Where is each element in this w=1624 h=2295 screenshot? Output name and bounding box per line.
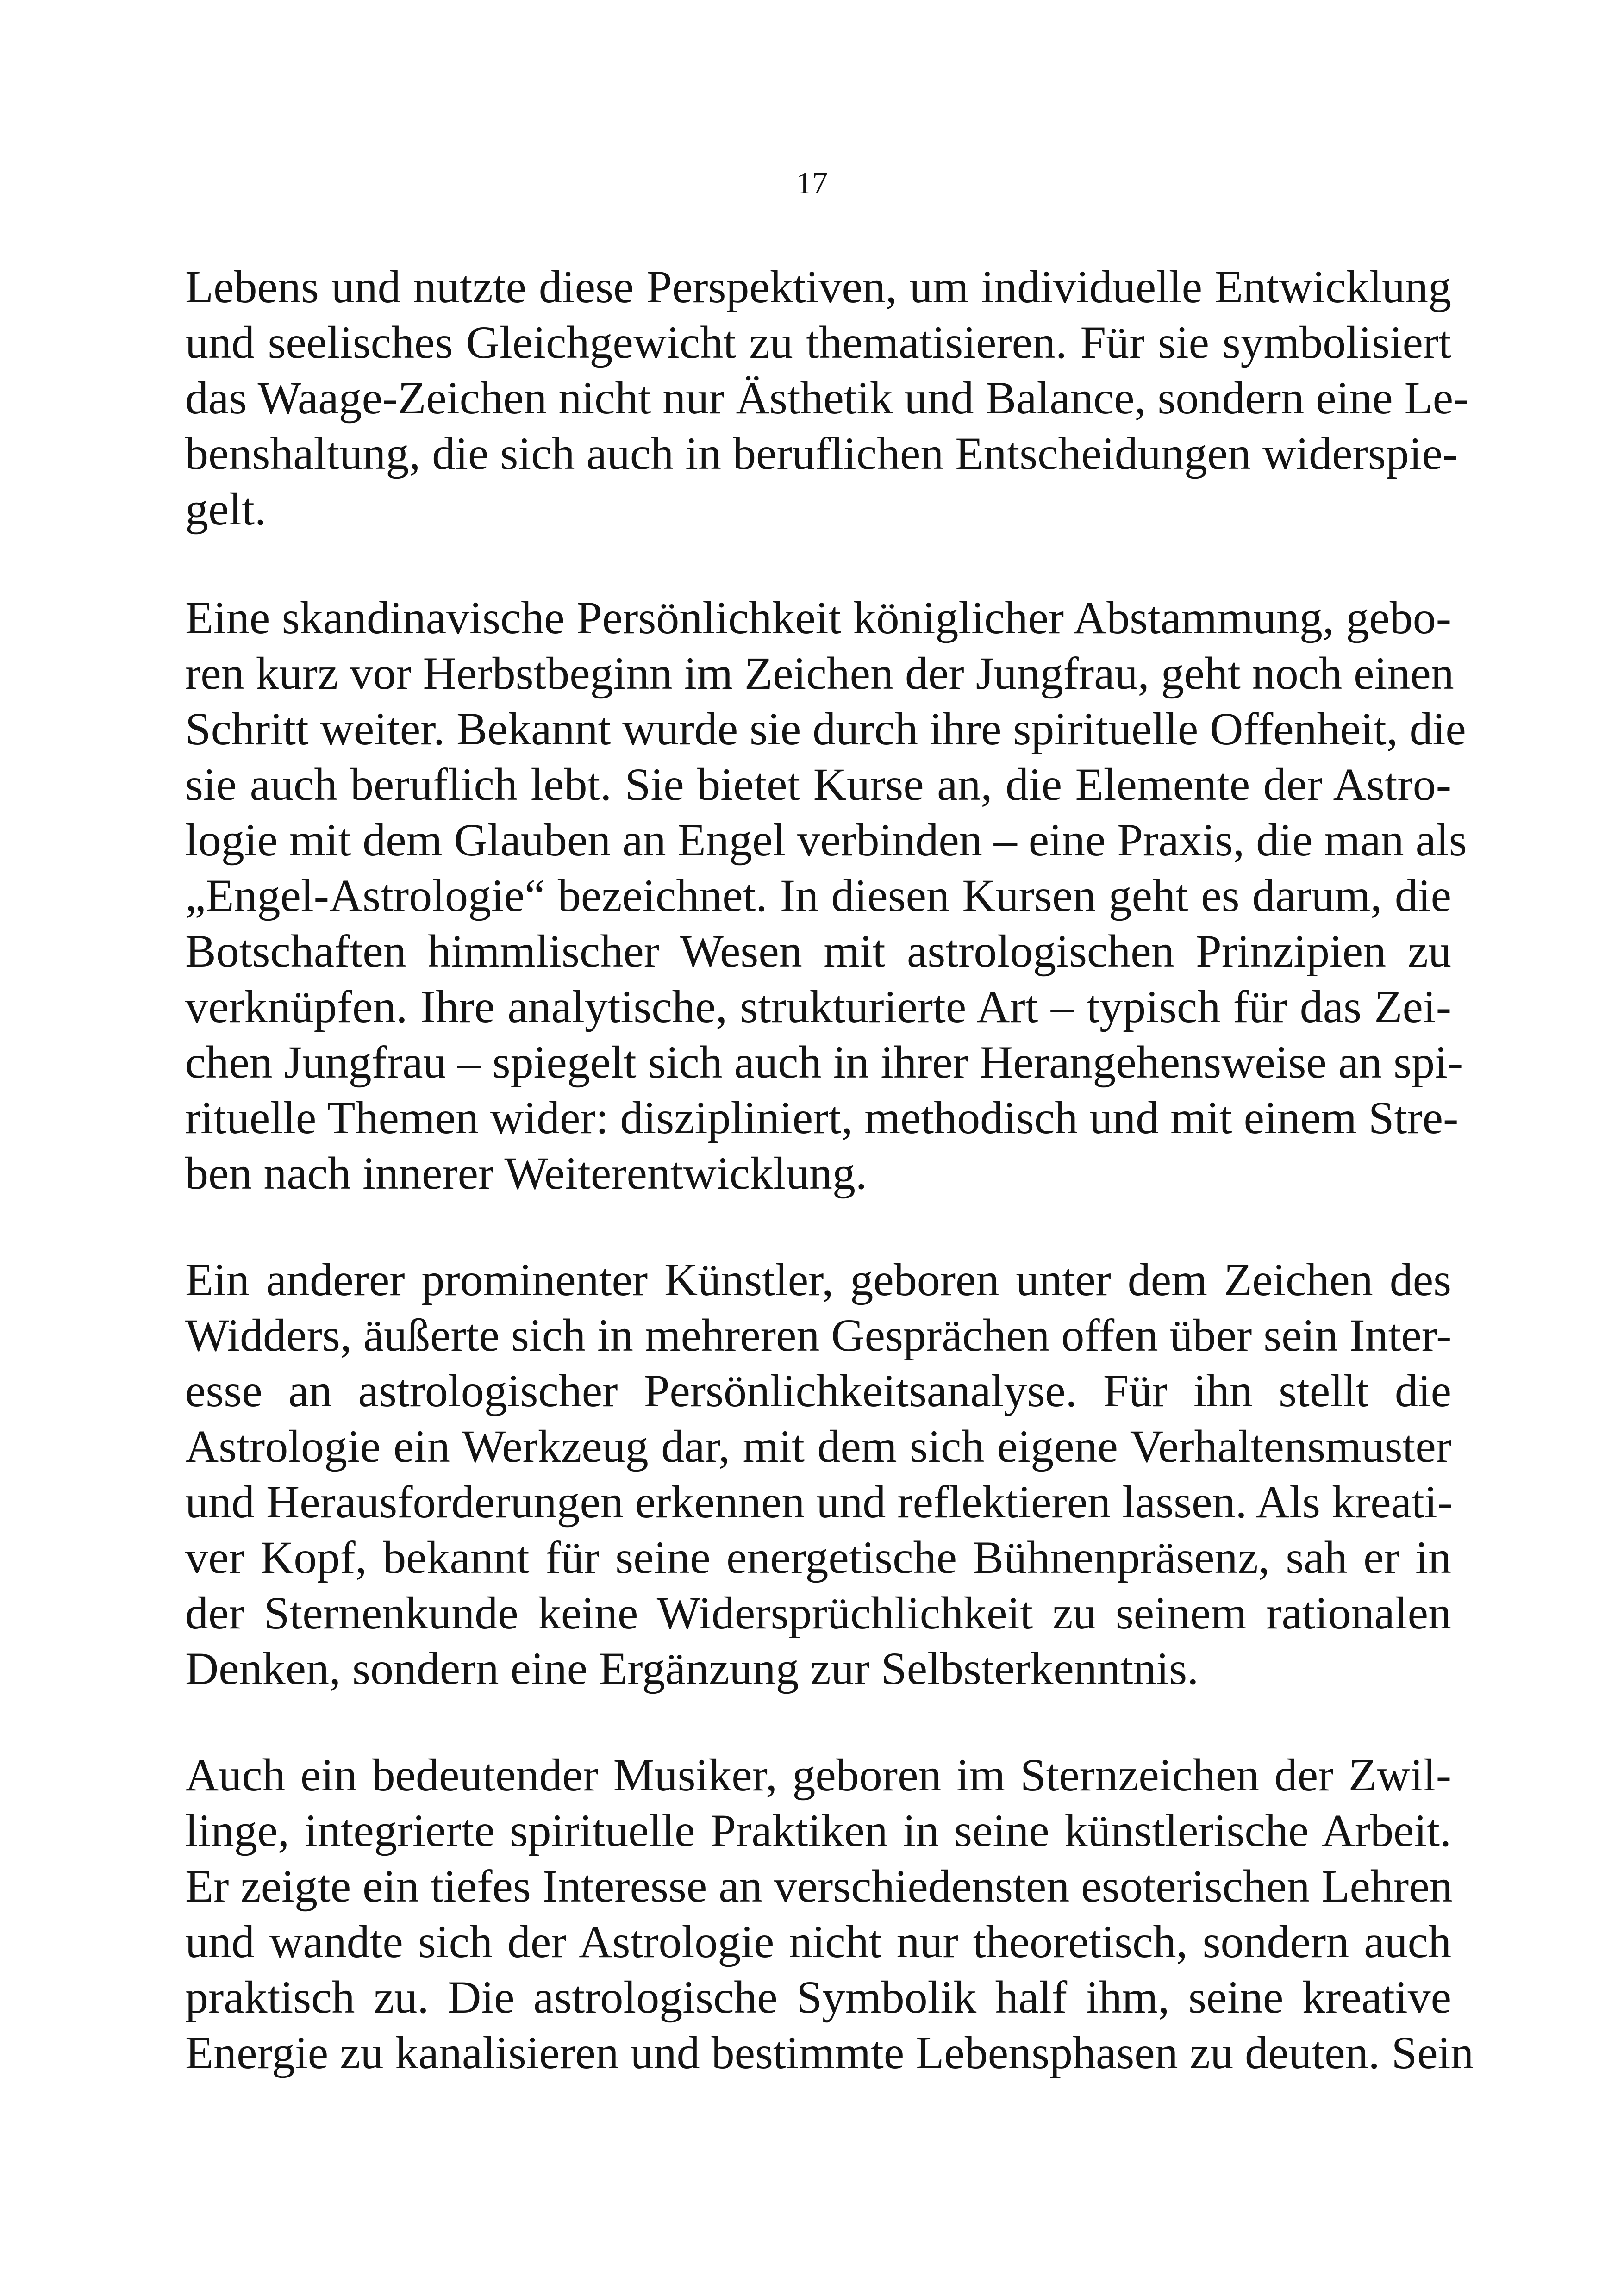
text-line: rituelle Themen wider: diszipliniert, methodisch und mit einem Stre- — [185, 1092, 1459, 1143]
text-line: benshaltung, die sich auch in beruflichen Entscheidungen widerspie- — [185, 428, 1458, 479]
text-line: und seelisches Gleichgewicht zu thematisieren. Für sie symbolisiert — [185, 317, 1451, 368]
text-line: Eine skandinavische Persönlichkeit königlicher Abstammung, gebo- — [185, 592, 1451, 643]
text-line: Astrologie ein Werkzeug dar, mit dem sich eigene Verhaltensmuster — [185, 1421, 1451, 1472]
text-line: Widders, äußerte sich in mehreren Gesprächen offen über sein Inter- — [185, 1310, 1452, 1361]
text-line: Energie zu kanalisieren und bestimmte Lebensphasen zu deuten. Sein — [185, 2027, 1474, 2078]
text-line: und Herausforderungen erkennen und reflektieren lassen. Als kreati- — [185, 1476, 1453, 1528]
text-line: das Waage-Zeichen nicht nur Ästhetik und Balance, sondern eine Le- — [185, 372, 1469, 424]
text-line: Schritt weiter. Bekannt wurde sie durch ihre spirituelle Offenheit, die — [185, 703, 1466, 755]
text-line: Ein anderer prominenter Künstler, geboren unter dem Zeichen des — [185, 1254, 1451, 1305]
text-line: und wandte sich der Astrologie nicht nur theoretisch, sondern auch — [185, 1916, 1451, 1967]
text-line: Denken, sondern eine Ergänzung zur Selbsterkenntnis. — [185, 1643, 1199, 1694]
text-line: „Engel-Astrologie“ bezeichnet. In diesen Kursen geht es darum, die — [185, 870, 1451, 921]
text-line: ben nach innerer Weiterentwicklung. — [185, 1148, 867, 1199]
text-line: linge, integrierte spirituelle Praktiken in seine künstlerische Arbeit. — [185, 1805, 1451, 1856]
text-line: Auch ein bedeutender Musiker, geboren im Sternzeichen der Zwil- — [185, 1749, 1451, 1801]
text-line: praktisch zu. Die astrologische Symbolik half ihm, seine kreative — [185, 1971, 1451, 2023]
text-line: sie auch beruflich lebt. Sie bietet Kurse an, die Elemente der Astro- — [185, 759, 1451, 810]
text-line: gelt. — [185, 483, 266, 535]
text-line: ren kurz vor Herbstbeginn im Zeichen der Jungfrau, geht noch einen — [185, 648, 1454, 699]
text-line: esse an astrologischer Persönlichkeitsanalyse. Für ihn stellt die — [185, 1365, 1451, 1416]
text-line: verknüpfen. Ihre analytische, strukturierte Art – typisch für das Zei- — [185, 981, 1451, 1032]
text-line: Lebens und nutzte diese Perspektiven, um individuelle Entwicklung — [185, 261, 1451, 312]
page-number: 17 — [796, 165, 828, 200]
text-line: der Sternenkunde keine Widersprüchlichkeit zu seinem rationalen — [185, 1587, 1451, 1639]
text-line: logie mit dem Glauben an Engel verbinden – eine Praxis, die man als — [185, 814, 1467, 866]
text-line: ver Kopf, bekannt für seine energetische Bühnenpräsenz, sah er in — [185, 1532, 1451, 1583]
text-line: Botschaften himmlischer Wesen mit astrologischen Prinzipien zu — [185, 925, 1451, 977]
text-line: chen Jungfrau – spiegelt sich auch in ihrer Herangehensweise an spi- — [185, 1036, 1463, 1088]
text-line: Er zeigte ein tiefes Interesse an verschiedensten esoterischen Lehren — [185, 1860, 1453, 1912]
